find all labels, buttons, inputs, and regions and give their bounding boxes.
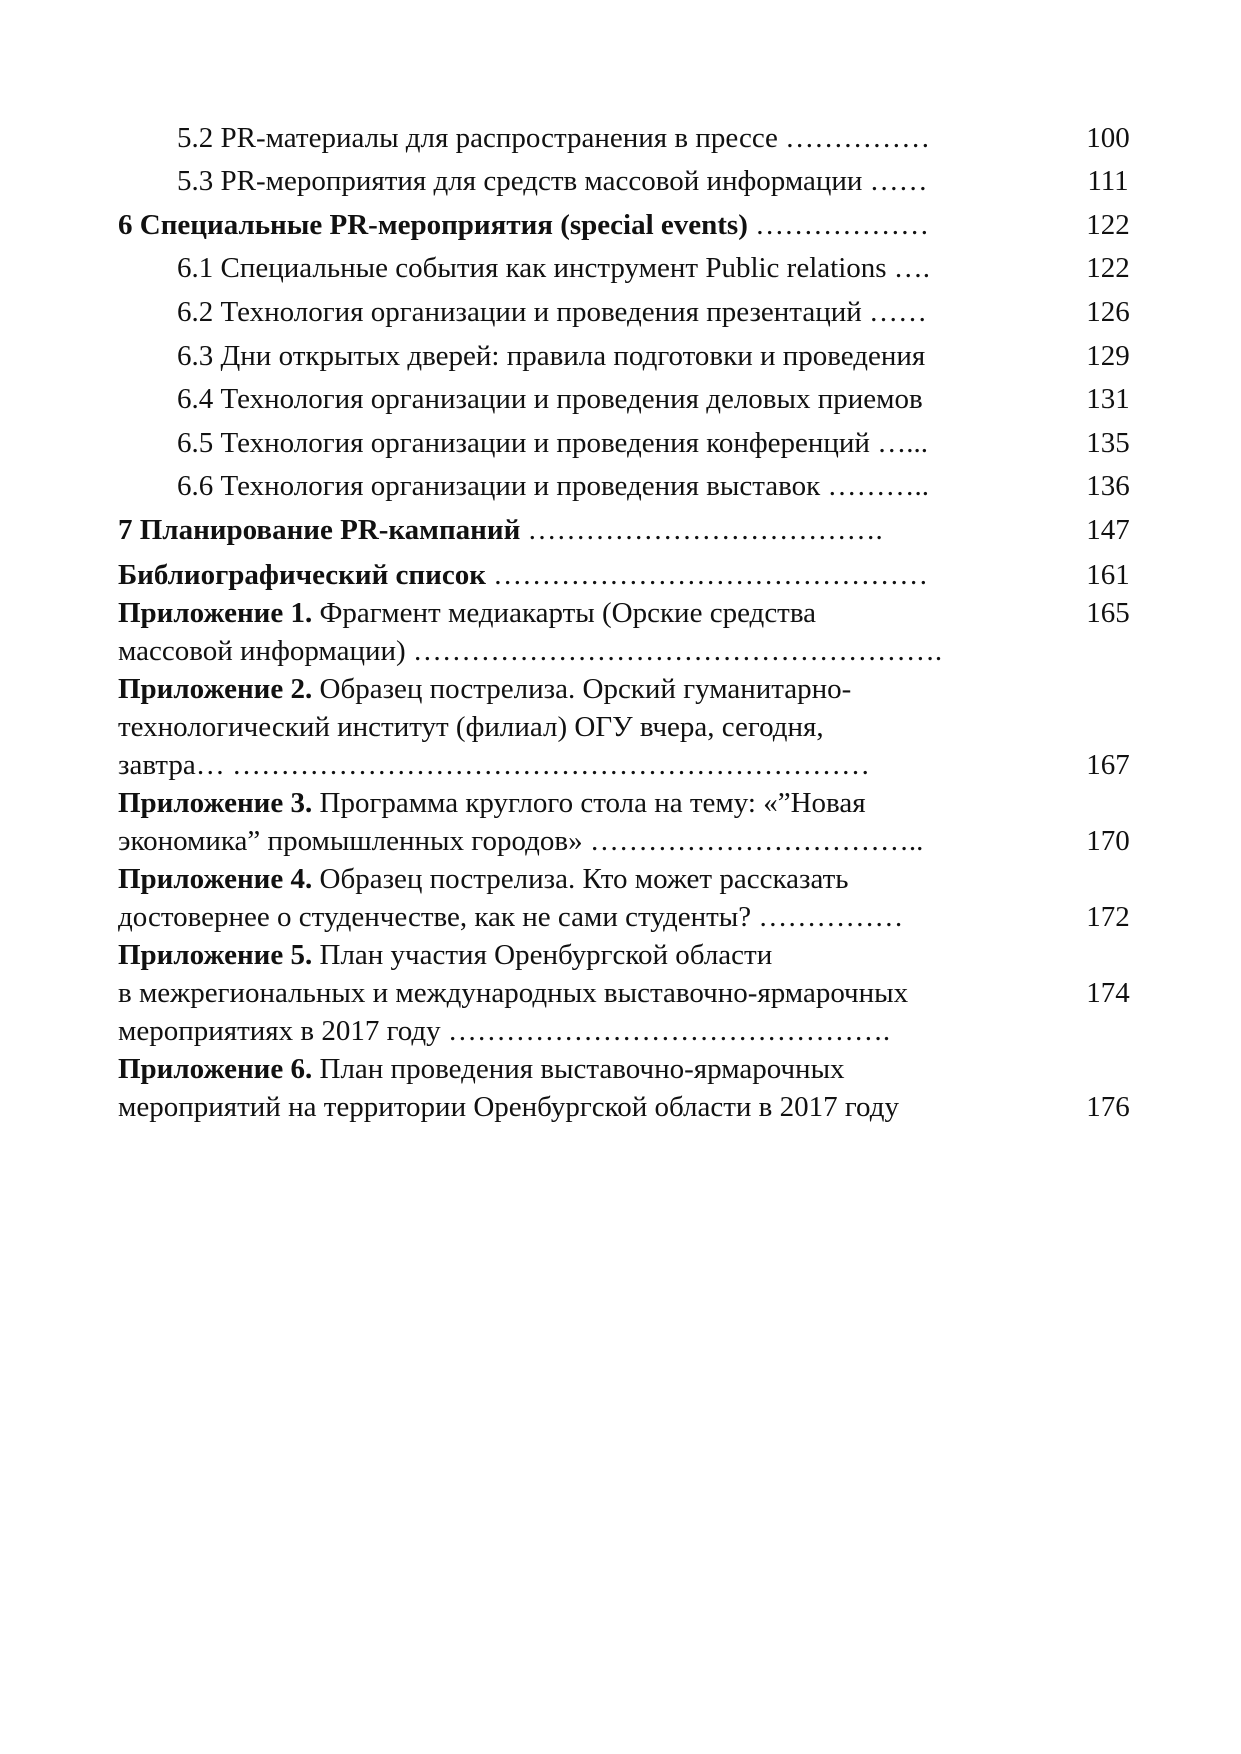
- toc-chapter-6[interactable]: [118, 207, 929, 243]
- appendix-title-line: завтра… …………………………………………………………: [118, 749, 870, 781]
- appendix-title-line: Образец пострелиза. Кто может рассказать: [312, 863, 849, 895]
- appendix-title-line: План проведения выставочно-ярмарочных: [312, 1053, 845, 1085]
- toc-page-number: 147: [1086, 514, 1130, 546]
- appendix-label: Приложение 6.: [118, 1053, 313, 1085]
- appendix-label: Приложение 5.: [118, 939, 313, 971]
- toc-page-number: 100: [1086, 122, 1130, 154]
- toc-page-number: 129: [1086, 340, 1130, 372]
- appendix-title-line: Образец пострелиза. Орский гуманитарно-: [312, 673, 852, 705]
- toc-appendix-6[interactable]: [118, 1051, 845, 1087]
- toc-entry-title: 6.2 Технология организации и проведения презентаций ……: [177, 296, 928, 328]
- appendix-label: Приложение 3.: [118, 787, 313, 819]
- toc-entry-5-3[interactable]: [177, 163, 928, 199]
- appendix-title-line: в межрегиональных и международных выставочно-ярмарочных: [118, 977, 909, 1009]
- toc-chapter-title: 6 Специальные PR-мероприятия (special events): [118, 209, 748, 241]
- toc-entry-6-2[interactable]: [177, 294, 927, 330]
- appendix-title-line: План участия Оренбургской области: [312, 939, 773, 971]
- toc-page-number: 131: [1086, 383, 1130, 415]
- toc-entry-title: 6.1 Специальные события как инструмент Public relations ….: [177, 252, 931, 284]
- appendix-title-line: достовернее о студенчестве, как не сами студенты? ……………: [118, 901, 904, 933]
- toc-entry-5-2[interactable]: [177, 120, 930, 156]
- toc-leader-dots: ………………………………………: [485, 559, 929, 591]
- appendix-title-line: Программа круглого стола на тему: «”Новая: [312, 787, 866, 819]
- appendix-title-line: мероприятий на территории Оренбургской области в 2017 году: [118, 1091, 899, 1123]
- toc-page-number: 165: [1086, 597, 1130, 629]
- toc-page-number: 161: [1086, 559, 1130, 591]
- toc-entry-title: 5.3 PR-мероприятия для средств массовой информации ……: [177, 165, 928, 197]
- toc-chapter-7[interactable]: [118, 512, 883, 548]
- toc-page-number: 122: [1086, 209, 1130, 241]
- toc-leader-dots: ……………………………….: [520, 514, 883, 546]
- toc-entry-title: 6.3 Дни открытых дверей: правила подготовки и проведения: [177, 340, 926, 372]
- toc-entry-6-4[interactable]: [177, 381, 923, 417]
- toc-appendix-1[interactable]: [118, 595, 816, 631]
- toc-entry-title: 6.5 Технология организации и проведения конференций …...: [177, 427, 928, 459]
- toc-leader-dots: ………………: [747, 209, 930, 241]
- toc-chapter-title: Библиографический список: [118, 559, 486, 591]
- toc-chapter-title: 7 Планирование PR-кампаний: [118, 514, 521, 546]
- toc-entry-6-3[interactable]: [177, 338, 925, 374]
- toc-appendix-2[interactable]: [118, 671, 851, 707]
- toc-entry-6-6[interactable]: [177, 468, 929, 504]
- toc-page-number: 174: [1086, 977, 1130, 1009]
- toc-entry-title: 5.2 PR-материалы для распространения в прессе ……………: [177, 122, 931, 154]
- appendix-title-line: мероприятиях в 2017 году ……………………………………….: [118, 1015, 891, 1047]
- toc-appendix-3[interactable]: [118, 785, 866, 821]
- toc-entry-6-5[interactable]: [177, 425, 928, 461]
- appendix-title-line: экономика” промышленных городов» ……………………………..: [118, 825, 924, 857]
- toc-entry-title: 6.4 Технология организации и проведения деловых приемов: [177, 383, 923, 415]
- toc-page-number: 136: [1086, 470, 1130, 502]
- appendix-title-line: Фрагмент медиакарты (Орские средства: [312, 597, 817, 629]
- toc-page-number: 172: [1086, 901, 1130, 933]
- toc-page-number: 135: [1086, 427, 1130, 459]
- appendix-label: Приложение 2.: [118, 673, 313, 705]
- toc-page-number: 111: [1087, 165, 1129, 197]
- toc-appendix-5[interactable]: [118, 937, 772, 973]
- appendix-title-line: массовой информации) ……………………………………………….: [118, 635, 943, 667]
- toc-page-number: 167: [1086, 749, 1130, 781]
- toc-entry-title: 6.6 Технология организации и проведения выставок ………..: [177, 470, 929, 502]
- appendix-label: Приложение 4.: [118, 863, 313, 895]
- appendix-title-line: технологический институт (филиал) ОГУ вчера, сегодня,: [118, 711, 824, 743]
- toc-entry-6-1[interactable]: [177, 250, 930, 286]
- toc-page-number: 126: [1086, 296, 1130, 328]
- toc-bibliography[interactable]: [118, 557, 928, 593]
- toc-page-number: 170: [1086, 825, 1130, 857]
- toc-page-number: 122: [1086, 252, 1130, 284]
- toc-page-number: 176: [1086, 1091, 1130, 1123]
- toc-appendix-4[interactable]: [118, 861, 848, 897]
- appendix-label: Приложение 1.: [118, 597, 313, 629]
